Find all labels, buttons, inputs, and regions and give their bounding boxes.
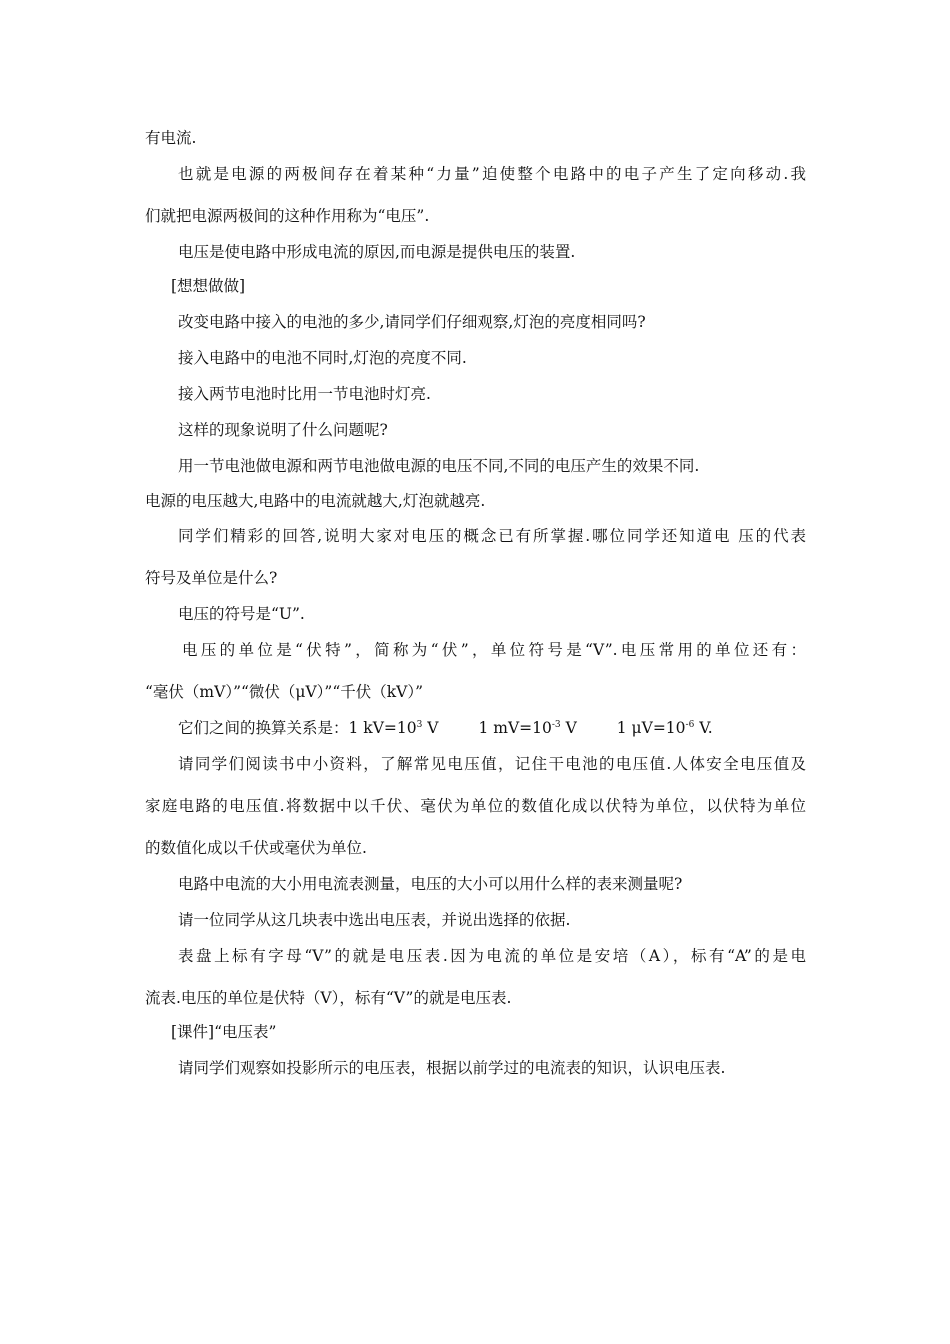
section-heading: [课件]“电压表”: [171, 1023, 277, 1041]
paragraph-line: 表盘上标有字母“V”的就是电压表.因为电流的单位是安培（A），标有“A”的是电: [178, 947, 806, 965]
paragraph-line: 接入两节电池时比用一节电池时灯亮.: [178, 385, 431, 403]
paragraph-line: 家庭电路的电压值.将数据中以千伏、毫伏为单位的数值化成以伏特为单位，以伏特为单位: [145, 797, 806, 815]
paragraph-line: “毫伏（mV）”“微伏（μV）”“千伏（kV）”: [145, 683, 424, 701]
mv-formula: 1 $mV=10^{-3}$ V: [478, 719, 577, 737]
paragraph-line: 这样的现象说明了什么问题呢?: [178, 421, 388, 439]
paragraph-line: 流表.电压的单位是伏特（V），标有“V”的就是电压表.: [145, 989, 512, 1007]
paragraph-line: 们就把电源两极间的这种作用称为“电压”.: [145, 207, 430, 225]
paragraph-line: 电路中电流的大小用电流表测量，电压的大小可以用什么样的表来测量呢?: [178, 875, 683, 893]
paragraph-line: 有电流.: [145, 129, 197, 147]
conversion-label: 它们之间的换算关系是：: [178, 719, 349, 737]
paragraph-line: 请同学们观察如投影所示的电压表，根据以前学过的电流表的知识，认识电压表.: [178, 1059, 726, 1077]
paragraph-line: 接入电路中的电池不同时,灯泡的亮度不同.: [178, 349, 467, 367]
paragraph-line: 请同学们阅读书中小资料，了解常见电压值，记住干电池的电压值.人体安全电压值及: [178, 755, 806, 773]
paragraph-line: 电压是使电路中形成电流的原因,而电源是提供电压的装置.: [178, 243, 576, 261]
uv-formula: 1 $\mu V=10^{-6}$ V.: [616, 719, 713, 737]
unit-conversion-line: [178, 718, 713, 738]
paragraph-line: 也就是电源的两极间存在着某种“力量”迫使整个电路中的电子产生了定向移动.我: [178, 165, 806, 183]
paragraph-line: 同学们精彩的回答,说明大家对电压的概念已有所掌握.哪位同学还知道电 压的代表: [178, 527, 806, 545]
paragraph-line: 请一位同学从这几块表中选出电压表，并说出选择的依据.: [178, 911, 571, 929]
paragraph-line: 电压的符号是“U”.: [178, 605, 305, 623]
paragraph-line: 电压的单位是“伏特”，简称为“伏”，单位符号是“V”.电压常用的单位还有：: [182, 641, 806, 659]
paragraph-line: 符号及单位是什么?: [145, 569, 278, 587]
paragraph-line: 改变电路中接入的电池的多少,请同学们仔细观察,灯泡的亮度相同吗?: [178, 313, 646, 331]
paragraph-line: 电源的电压越大,电路中的电流就越大,灯泡就越亮.: [145, 492, 486, 510]
kv-formula: 1 $kV=10^3$ V: [348, 719, 439, 737]
paragraph-line: 用一节电池做电源和两节电池做电源的电压不同,不同的电压产生的效果不同.: [178, 457, 700, 475]
paragraph-line: 的数值化成以千伏或毫伏为单位.: [145, 839, 367, 857]
section-heading: [想想做做]: [171, 277, 246, 295]
